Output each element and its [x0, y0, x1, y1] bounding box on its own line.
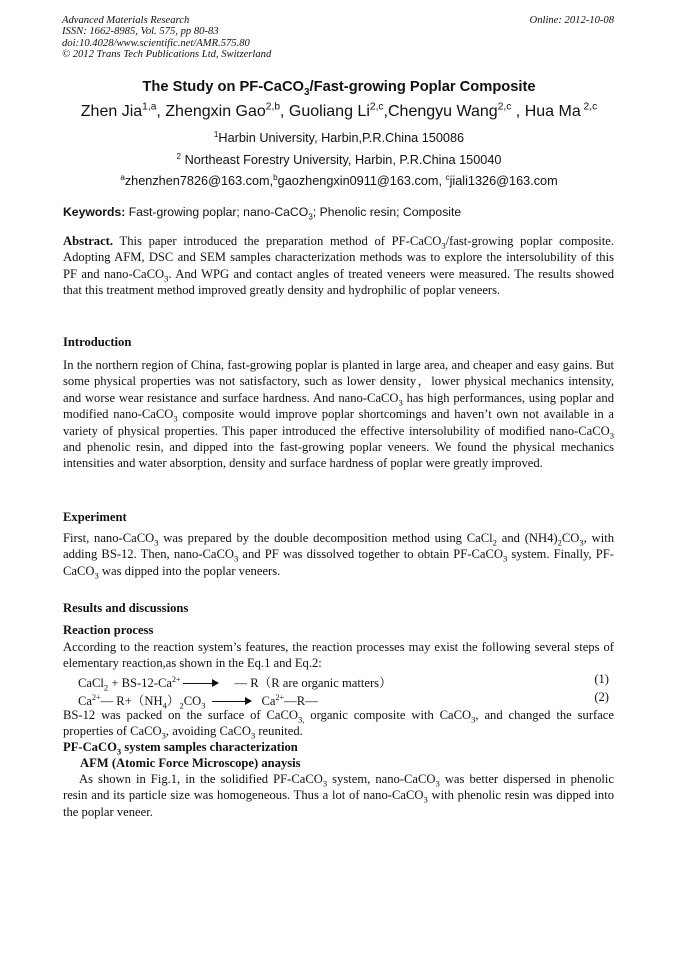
- afm-paragraph: [63, 771, 614, 820]
- abstract-text: /fast-growing poplar composite. Adopting AFM, DSC and SEM samples characterization methods was to explore the intersolubility of this PF and nano-CaCO: [63, 234, 614, 281]
- subscript: 3: [164, 273, 169, 284]
- reaction-arrow-icon: [212, 697, 252, 707]
- afm-text: As shown in Fig.1, in the solidified PF-CaCO: [79, 772, 323, 786]
- author-separator: ,: [280, 103, 289, 120]
- affiliation-text: Northeast Forestry University, Harbin, P.R.China 150040: [181, 153, 502, 167]
- equation-2-number: (2): [594, 690, 609, 704]
- experiment-text: CO: [561, 531, 580, 545]
- experiment-text: was dipped into the poplar veneers.: [98, 563, 281, 578]
- subscript: 2: [492, 537, 497, 548]
- heading-text: PF-CaCO: [63, 740, 117, 754]
- subscript: 3: [201, 700, 206, 711]
- characterization-heading: [63, 740, 298, 755]
- subscript: 3: [609, 430, 614, 441]
- bs-text: reunited.: [255, 724, 303, 739]
- experiment-text: and PF was dissolved together to obtain PF-CaCO: [238, 547, 503, 562]
- title-subscript: 3: [303, 86, 310, 98]
- reaction-process-heading: Reaction process: [63, 623, 154, 637]
- author-name: Zhen Jia: [80, 103, 143, 120]
- experiment-paragraph: [63, 530, 614, 579]
- subscript: 3: [398, 397, 403, 408]
- bs-text: BS-12 was packed on the surface of CaCO: [63, 708, 298, 722]
- subscript: 3: [173, 413, 178, 424]
- issn-line: ISSN: 1662-8985, Vol. 575, pp 80-83: [62, 26, 219, 38]
- email-link[interactable]: jiali1326@163.com: [449, 174, 558, 188]
- email-link[interactable]: gaozhengxin0911@163.com,: [277, 174, 446, 188]
- eq-text: —R—: [284, 694, 318, 708]
- subscript: 3: [471, 714, 476, 725]
- subscript: 2: [179, 700, 184, 711]
- email-mark: b: [273, 172, 278, 182]
- subscript: 3: [154, 537, 159, 548]
- experiment-heading: Experiment: [63, 510, 127, 524]
- journal-name: Advanced Materials Research: [62, 15, 190, 26]
- subscript: 3: [161, 730, 166, 741]
- subscript: 3: [441, 240, 446, 251]
- eq-text: ）: [166, 694, 180, 708]
- keywords-text: Fast-growing poplar; nano-CaCO: [125, 205, 309, 219]
- author-separator: ,: [156, 103, 166, 120]
- results-heading: Results and discussions: [63, 601, 189, 615]
- subscript: 3: [423, 794, 428, 805]
- affiliation-mark: 2: [176, 151, 182, 161]
- abstract-text: This paper introduced the preparation method of PF-CaCO: [113, 234, 442, 248]
- subscript: 3: [322, 778, 328, 789]
- author-separator: ,: [383, 103, 388, 120]
- intro-text: composite would improve poplar shortcomings and haven’t own not available in a variety of physical properties. This paper introduced the effective intersolubility of modified nano-CaCO: [63, 407, 614, 438]
- experiment-text: was prepared by the double decomposition method using CaCl: [158, 531, 493, 545]
- bs-text: , avoiding CaCO: [165, 724, 251, 739]
- superscript: 2+: [171, 674, 181, 684]
- subscript: 3: [233, 553, 239, 564]
- eq-text: Ca: [78, 694, 92, 708]
- afm-text: was better dispersed in phenolic resin and its particle size was homogeneous. Thus a lot of nano-CaCO: [63, 772, 614, 803]
- journal-header: [62, 15, 271, 60]
- subscript: 2: [103, 682, 109, 693]
- afm-text: system, nano-CaCO: [327, 772, 436, 786]
- subscript: 3: [94, 570, 99, 581]
- bs12-paragraph: [63, 707, 614, 740]
- email-mark: a: [120, 172, 125, 182]
- eq-text: — R+（NH: [100, 694, 163, 708]
- author-list: [0, 103, 678, 121]
- equation-1: [78, 672, 392, 691]
- subscript: 3,: [297, 714, 305, 725]
- keywords-text-end: ; Phenolic resin; Composite: [312, 205, 462, 219]
- email-mark: c: [445, 172, 450, 182]
- experiment-text: and (NH4): [496, 531, 558, 545]
- abstract-text: . And WPG and contact angles of treated veneers were measured. The results showed that this treatment method improved greatly density and hydrophilic of poplar veneers.: [63, 266, 614, 298]
- subscript: 3: [250, 730, 256, 741]
- eq-text: + BS-12-Ca: [108, 676, 172, 690]
- heading-text: system samples characterization: [121, 740, 298, 754]
- subscript: 3: [502, 553, 508, 564]
- subscript: 2: [557, 537, 562, 548]
- copyright-line: © 2012 Trans Tech Publications Ltd, Switzerland: [62, 48, 272, 60]
- paper-title: [0, 79, 678, 98]
- affiliation-text: Harbin University, Harbin,P.R.China 150086: [218, 131, 465, 145]
- author-separator: ,: [511, 103, 525, 120]
- online-date: Online: 2012-10-08: [529, 15, 614, 26]
- superscript: 2+: [275, 692, 285, 702]
- eq-text: CaCl: [78, 676, 104, 690]
- keywords-label: Keywords:: [63, 205, 126, 219]
- experiment-text: First, nano-CaCO: [63, 531, 155, 545]
- intro-text: In the northern region of China, fast-growing poplar is planted in large area, and cheaper and easy gains. But some physical properties was not satisfactory, such as lower density，lower physical mechanics intensity, and worse wear resistance and surface hardness. And nano-CaCO: [63, 358, 614, 405]
- eq-text: Ca: [261, 694, 276, 708]
- author-affiliation-mark: 2,b: [265, 101, 281, 113]
- bs-text: , and changed the surface properties of CaCO: [63, 708, 614, 739]
- title-text: The Study on PF-CaCO: [142, 79, 304, 95]
- author-affiliation-mark: 2,c: [369, 101, 384, 113]
- afm-heading: AFM (Atomic Force Microscope) anaysis: [80, 756, 301, 770]
- experiment-text: system. Finally, PF-CaCO: [63, 547, 614, 578]
- bs-text: organic composite with CaCO: [304, 708, 472, 722]
- intro-text: has high performances, using poplar and modified nano-CaCO: [63, 390, 614, 422]
- affiliation-1: [0, 131, 678, 145]
- email-line: [0, 174, 678, 188]
- eq-text: — R（R are organic matters）: [234, 676, 392, 690]
- affiliation-mark: 1: [213, 129, 219, 139]
- intro-text: and phenolic resin, and dipped into the fast-growing poplar veneers. We found the physical mechanics intensities and water absorption, density and surface hardness of poplar were greatly improved.: [63, 440, 614, 471]
- title-text-end: /Fast-growing Poplar Composite: [309, 79, 536, 95]
- keywords-line: [63, 205, 462, 222]
- abstract-label: Abstract.: [63, 234, 114, 248]
- email-link[interactable]: zhenzhen7826@163.com,: [124, 174, 274, 188]
- eq-text: CO: [183, 694, 202, 708]
- afm-text: with phenolic resin was dipped into the poplar veneer.: [63, 788, 614, 819]
- affiliation-2: [0, 153, 678, 167]
- author-name: Guoliang Li: [288, 103, 370, 120]
- keywords-subscript: 3: [308, 211, 313, 222]
- introduction-heading: Introduction: [63, 335, 132, 349]
- equation-1-number: (1): [594, 672, 609, 686]
- experiment-text: , with adding BS-12. Then, nano-CaCO: [63, 531, 614, 562]
- subscript: 3: [579, 537, 584, 548]
- abstract-paragraph: [63, 233, 614, 299]
- author-affiliation-mark: 2,c: [497, 101, 512, 113]
- subscript: 3: [116, 746, 122, 757]
- doi-line: doi:10.4028/www.scientific.net/AMR.575.80: [62, 37, 250, 49]
- author-affiliation-mark: 2,c: [580, 101, 598, 113]
- author-name: Chengyu Wang: [387, 103, 498, 120]
- reaction-arrow-icon: [183, 679, 219, 689]
- author-affiliation-mark: 1,a: [142, 101, 157, 113]
- subscript: 4: [162, 700, 167, 711]
- author-name: Hua Ma: [524, 103, 581, 120]
- superscript: 2+: [92, 692, 101, 702]
- introduction-paragraph: [63, 357, 614, 472]
- reaction-paragraph: According to the reaction system’s features, the reaction processes may exist the following several steps of elementary reaction,as shown in the Eq.1 and Eq.2:: [63, 640, 614, 671]
- subscript: 3: [435, 778, 440, 789]
- author-name: Zhengxin Gao: [165, 103, 266, 120]
